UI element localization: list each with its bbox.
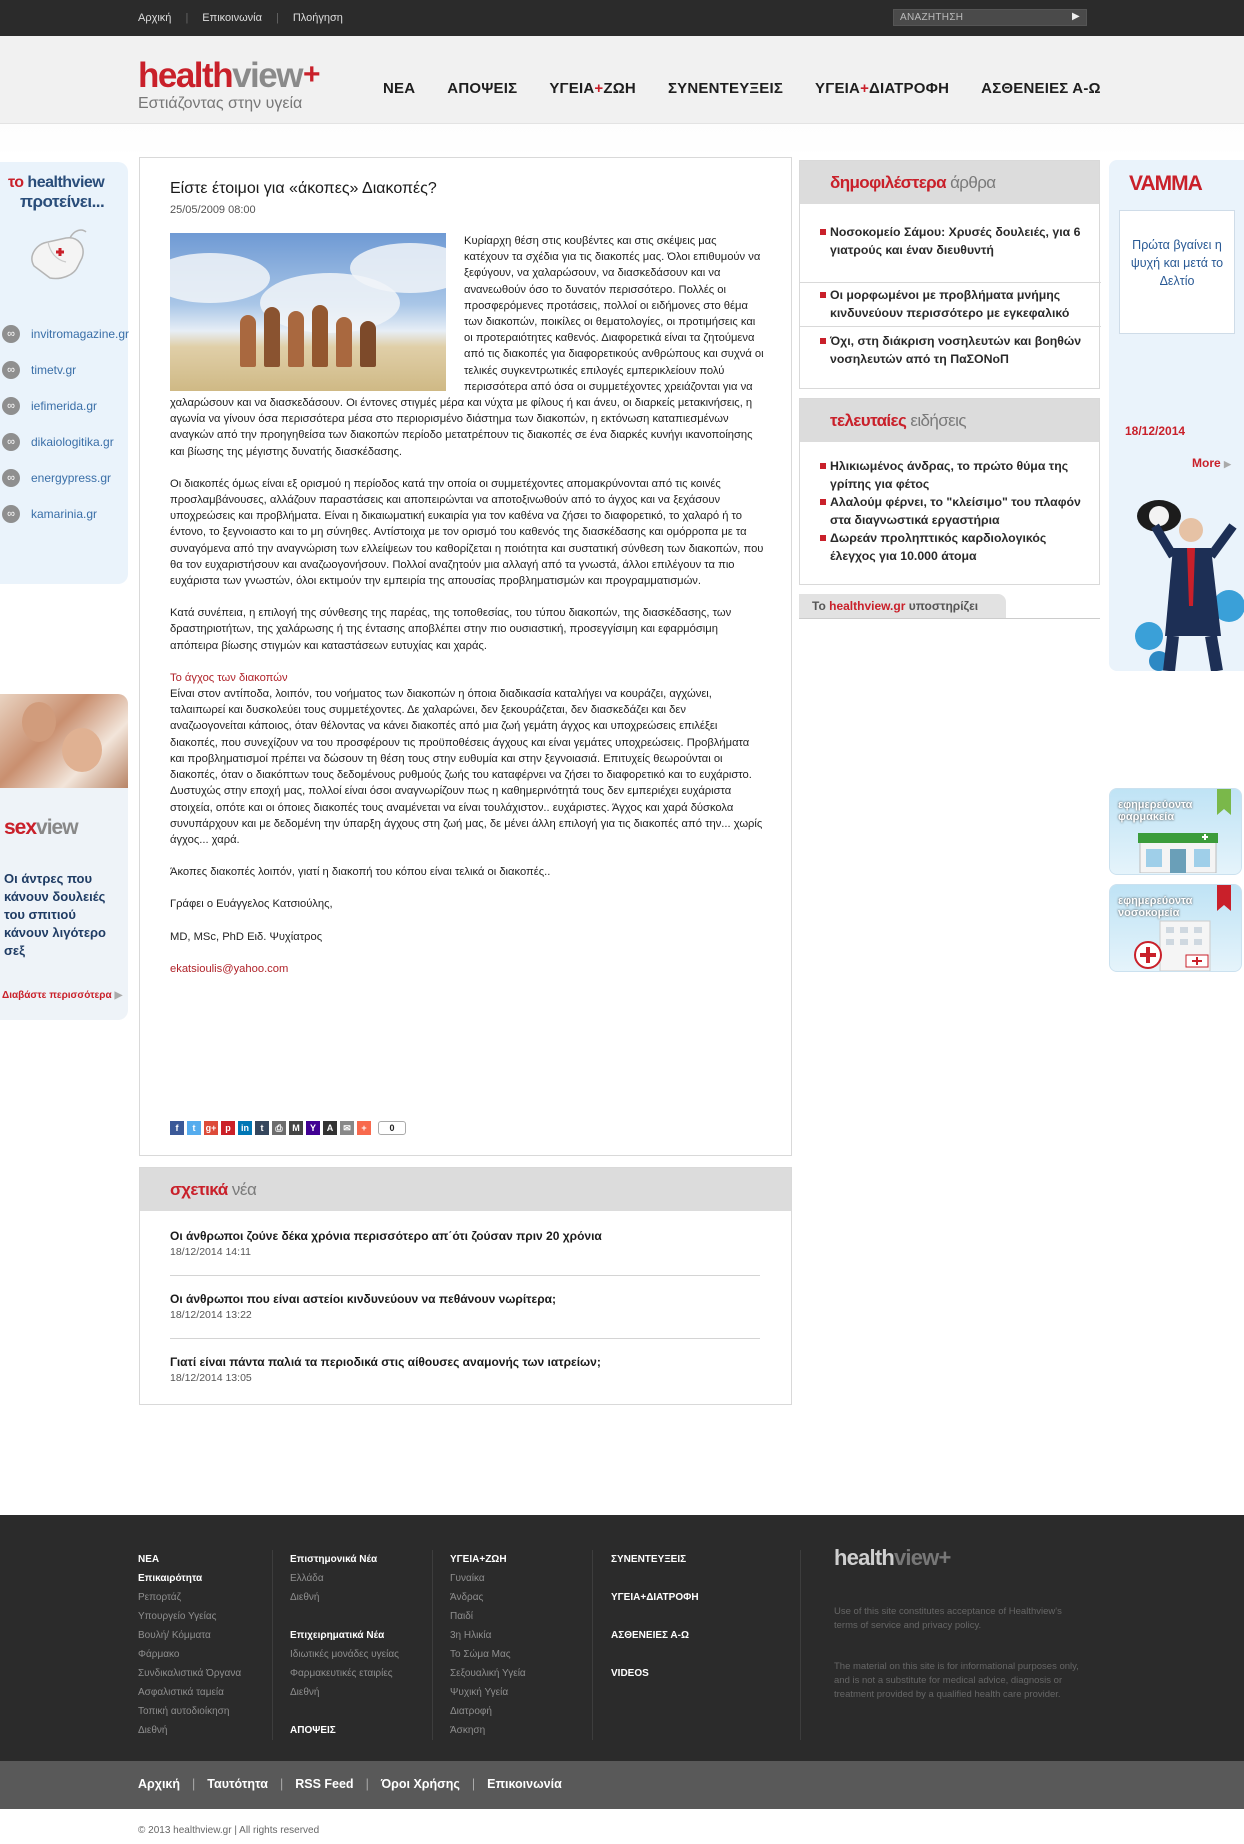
related-header (140, 1168, 791, 1211)
footer-link[interactable]: Επιστημονικά Νέα (290, 1554, 378, 1565)
footer-link[interactable]: Φάρμακο (138, 1649, 180, 1660)
spacer (611, 1645, 699, 1664)
spacer (611, 1569, 699, 1588)
footer-link[interactable]: Διεθνή (290, 1687, 320, 1698)
footer-link[interactable]: Συνδικαλιστικά Όργανα (138, 1668, 242, 1679)
footer-logo-health: health (834, 1545, 894, 1570)
hospitals-label: εφημερεύοντα νοσοκομεία (1118, 895, 1193, 919)
nav-health-nutrition[interactable] (815, 80, 949, 97)
nav-interviews[interactable]: ΣΥΝΕΝΤΕΥΞΕΙΣ (667, 80, 784, 97)
popular-header (800, 161, 1099, 204)
search-placeholder: ΑΝΑΖΗΤΗΣΗ (900, 12, 964, 23)
logo-cross-icon: + (938, 1545, 951, 1570)
footer-divider (432, 1550, 433, 1740)
related-item-title: Οι άνθρωποι που είναι αστείοι κινδυνεύουν να πεθάνουν νωρίτερα; (170, 1292, 557, 1306)
footer-link[interactable]: Το Σώμα Μας (450, 1649, 511, 1660)
read-more-label: Διαβάστε περισσότερα (2, 990, 112, 1001)
footer-link[interactable]: Σεξουαλική Υγεία (450, 1668, 526, 1679)
article-author: Γράφει ο Ευάγγελος Κατσιούλης, (170, 898, 333, 911)
popular-articles (799, 160, 1100, 389)
separator: | (276, 12, 279, 24)
link-icon: ∞ (2, 433, 20, 451)
footer-link[interactable]: Γυναίκα (450, 1573, 485, 1584)
author-email-link[interactable]: ekatsioulis@yahoo.com (170, 962, 289, 975)
nav-opinions[interactable]: ΑΠΟΨΕΙΣ (447, 80, 518, 97)
latest-title (830, 411, 966, 431)
footer-link[interactable]: Επιχειρηματικά Νέα (290, 1630, 385, 1641)
footer-logo (834, 1545, 951, 1571)
site-logo[interactable] (138, 58, 321, 113)
article-title: Είστε έτοιμοι για «άκοπες» Διακοπές? (170, 180, 437, 197)
bookmark-icon (1217, 885, 1231, 911)
popular-title-red: δημοφιλέστερα (830, 173, 946, 192)
footer-terms-text: Use of this site constitutes acceptance of Healthview's terms of service and privacy policy. (834, 1606, 1062, 1631)
sexview-logo-red: sex (4, 816, 37, 839)
footer-link[interactable]: Βουλή/ Κόμματα (138, 1630, 211, 1641)
separator: | (192, 1777, 196, 1791)
related-item-title: Οι άνθρωποι ζούνε δέκα χρόνια περισσότερο απ΄ότι ζούσαν πριν 20 χρόνια (170, 1229, 602, 1243)
link-icon: ∞ (2, 325, 20, 343)
related-item-date: 18/12/2014 13:05 (170, 1372, 252, 1384)
article-paragraph: Άκοπες διακοπές λοιπόν, γιατί η διακοπή του κόπου είναι τελικά οι διακοπές.. (170, 866, 551, 879)
recommends-title-brand: healthview (27, 174, 105, 191)
recommends-box (0, 162, 128, 584)
face-shape (62, 728, 102, 772)
article (139, 157, 792, 1156)
share-count: 0 (378, 1121, 406, 1135)
footer-divider (272, 1550, 273, 1740)
related-title-red: σχετικά (170, 1180, 228, 1199)
popular-title (830, 173, 996, 193)
partner-links (2, 316, 129, 532)
supports-tab (799, 594, 1006, 618)
nav-label: ΥΓΕΙΑ (815, 80, 861, 97)
footer-bottom-link[interactable]: Αρχική (138, 1777, 181, 1791)
footer-link[interactable]: Υπουργείο Υγείας (138, 1611, 217, 1622)
top-nav (138, 12, 357, 24)
footer-link[interactable]: Ιδιωτικές μονάδες υγείας (290, 1649, 399, 1660)
recommends-title-to: το (8, 174, 24, 191)
logo-view: view (232, 56, 302, 95)
nav-diseases[interactable]: ΑΣΘΕΝΕΙΕΣ Α-Ω (981, 80, 1101, 97)
nav-label: ΔΙΑΤΡΟΦΗ (869, 80, 950, 97)
logo-cross-icon: + (302, 58, 321, 91)
popular-item[interactable]: Όχι, στη διάκριση νοσηλευτών και βοηθών νοσηλευτών από τη ΠαΣΟΝοΠ (830, 332, 1092, 368)
vima-date: 18/12/2014 (1125, 424, 1186, 438)
aol-icon[interactable]: A (323, 1121, 337, 1135)
main-nav (383, 80, 1133, 97)
vima-more-link[interactable] (1192, 456, 1231, 470)
divider (800, 326, 1101, 327)
footer-link[interactable]: Παιδί (450, 1611, 474, 1622)
partner-link-label: iefimerida.gr (31, 399, 98, 413)
sexview-box[interactable] (0, 694, 128, 1020)
related-item[interactable] (170, 1355, 760, 1384)
sexview-headline[interactable]: Οι άντρες που κάνουν δουλειές του σπιτιού κάνουν λιγότερο σεξ (4, 871, 106, 958)
footer-column-news (138, 1550, 241, 1740)
vima-cartoon-widget[interactable] (1109, 160, 1244, 671)
pharmacy-building-icon (1138, 829, 1218, 873)
arrow-right-icon: ▶ (114, 990, 123, 1001)
plus-sign: + (594, 80, 604, 97)
link-icon: ∞ (2, 469, 20, 487)
partner-link-label: dikaiologitika.gr (31, 435, 114, 449)
sexview-logo (4, 816, 78, 840)
article-paragraph: Οι διακοπές όμως είναι εξ ορισμού η περίοδος κατά την οποία οι συμμετέχοντες απομακρύνονται από τις κοινές προσλαμβάνουσες, αλλάζουν παραστάσεις και αποπειρώνται να αποτοξινωθούν από το άγχος και να ξεχάσουν υποχρεώσεις και προβλήματα. Είναι η δικαιωματική ευκαιρία για τον καθένα να ζήσει το διαφορετικό, το χαλαρό ή το έντονο, το ξεγνοιαστο και το μη σύνηθες. Αντίστοιχα με τον ορισμό του καθενός της διασκέδασης και ομόρροπα με τα συναγόμενα από την αναγνώριση των ελλείψεων του καθορίζεται η ποιότητα και συστατική σύνθεση των διακοπών, που θα τον ευχαριστήσουν και αναζωογονήσουν. Πολλοί αναζητούν μια αλλαγή από τα γνωστά, άλλοι επιλέγουν τα πιο ευχάριστα των γνωστών, όλοι εκτιμούν την εμπειρία της απουσίας προβληματισμών και προγραμματισμών. (170, 477, 764, 588)
copyright-text: © 2013 healthview.gr | All rights reserved (138, 1825, 320, 1836)
link-icon: ∞ (2, 505, 20, 523)
footer-logo-view: view (894, 1545, 939, 1570)
footer-link[interactable]: 3η Ηλικία (450, 1630, 492, 1641)
separator: | (471, 1777, 476, 1791)
partner-link[interactable] (2, 496, 129, 532)
popular-item[interactable]: Οι μορφωμένοι με προβλήματα μνήμης κινδυνεύουν περισσότερο με εγκεφαλικό (830, 286, 1092, 322)
spacer (611, 1607, 699, 1626)
bookmark-icon (1217, 789, 1231, 815)
image-spacer (170, 233, 464, 393)
logo-health: health (138, 56, 233, 95)
header (0, 36, 1244, 124)
divider (799, 618, 1100, 619)
footer-bottom-link[interactable]: Ταυτότητα (207, 1777, 268, 1791)
partner-link-label: energypress.gr (31, 471, 112, 485)
vima-logo: VAMMA (1129, 172, 1202, 195)
article-date: 25/05/2009 08:00 (170, 204, 256, 216)
mouse-icon (26, 226, 90, 284)
footer-link[interactable]: ΝΕΑ (138, 1554, 160, 1565)
latest-item[interactable]: Ηλικιωμένος άνδρας, το πρώτο θύμα της γρίπης για φέτος (830, 457, 1092, 493)
top-link-home[interactable]: Αρχική (138, 12, 172, 24)
article-paragraph: Κατά συνέπεια, η επιλογή της σύνθεσης της παρέας, της τοποθεσίας, του τύπου διακοπών, της διασκέδασης, των δραστηριοτήτων, της χαλάρωσης ή της έντασης αποβλέπει στην πιο ουσιαστική, προσεγγίσιμη και εφαρμόσιμη απόπειρα βίωσης στιγμών και καταστάσεων ευτυχίας και χαράς. (170, 607, 732, 652)
footer-column-sections (611, 1550, 699, 1683)
related-title-grey: νέα (231, 1180, 257, 1199)
recommends-subtitle: προτείνει... (20, 192, 105, 211)
partner-link-label: kamarinia.gr (31, 507, 98, 521)
tumblr-icon[interactable]: t (255, 1121, 269, 1135)
link-icon: ∞ (2, 361, 20, 379)
footer-link[interactable]: ΑΣΘΕΝΕΙΕΣ Α-Ω (611, 1630, 689, 1641)
arrow-right-icon: ▶ (1224, 459, 1231, 469)
footer-link[interactable]: Ελλάδα (290, 1573, 324, 1584)
recommends-title (8, 174, 104, 192)
spacer (290, 1607, 399, 1626)
logo-tagline: Εστιάζοντας στην υγεία (138, 95, 303, 112)
article-credentials: MD, MSc, PhD Ειδ. Ψυχίατρος (170, 930, 323, 943)
nav-health-life[interactable] (549, 80, 636, 97)
footer-link[interactable]: Διεθνή (138, 1725, 168, 1736)
footer-link[interactable]: Φαρμακευτικές εταιρίες (290, 1668, 393, 1679)
related-title (170, 1180, 256, 1200)
supports-brand: healthview.gr (829, 599, 906, 613)
footer-link[interactable]: ΑΠΟΨΕΙΣ (290, 1725, 336, 1736)
footer-link[interactable]: Ρεπορτάζ (138, 1592, 181, 1603)
header-shadow (0, 124, 1244, 158)
partner-link[interactable] (2, 352, 129, 388)
divider (170, 1275, 760, 1276)
footer-divider (592, 1550, 593, 1740)
latest-item[interactable]: Αλαλούμ φέρνει, το "κλείσιμο" του πλαφόν στα διαγνωστικά εργαστήρια (830, 493, 1092, 529)
footer-link[interactable]: Διεθνή (290, 1592, 320, 1603)
footer-divider (800, 1550, 801, 1740)
link-icon: ∞ (2, 397, 20, 415)
print-icon[interactable]: ⎙ (272, 1121, 286, 1135)
facebook-icon[interactable]: f (170, 1121, 184, 1135)
footer-disclaimer-text: The material on this site is for informational purposes only, and is not a substitute for medical advice, diagnosis or treatment provided by a qualified health care provider. (834, 1661, 1079, 1700)
share-bar (170, 1121, 406, 1135)
sexview-logo-grey: view (36, 816, 78, 839)
yahoo-icon[interactable]: Y (306, 1121, 320, 1135)
gmail-icon[interactable]: M (289, 1121, 303, 1135)
partner-link[interactable] (2, 460, 129, 496)
article-paragraph: Είναι στον αντίποδα, λοιπόν, του νοήματος των διακοπών η όποια διαδικασία καταλήγει να κουράζει, αγχώνει, ταλαιπωρεί και δυσκολεύει τους συμμετέχοντες. Δε χαλαρώνει, δεν ξεκουράζεται, δεν διασκεδάζει και δεν αναζωογονείται κάποιος, όταν θέλοντας να κάνει διακοπές από μια ζωή γεμάτη άγχος και υποχρεώσεις επιλέξει διακοπές, που συνεχίζουν να του προσφέρουν τις προϋποθέσεις άγχους και είναι γεμάτες υποχρεώσεις. Προβλήματα και προβληματισμοί πρέπει να δώσουν τη θέση τους στην ευθυμία και στην ξεγνοιασιά. Επιτυχείς θεωρούνται οι διακοπές, όταν ο διακόπτων τους δεδομένους ρυθμούς ζωής του καταφέρνει να ζήσει το διαφορετικό και το ευχάριστο. Δυστυχώς στην εποχή μας, πολλοί είναι όσοι αναγνωρίζουν πως η καθημερινότητά τους δεν εμπεριέχει ευχάριστα στοιχεία, οπότε και οι όποιες διακοπές τους αναμένεται να είναι τουλάχιστον.. ευχάριστες. Άγχος και χαρά δύσκολα συνυπάρχουν και με δεδομένη την ύπαρξη άγχους στη ζωή μας, δε μένει άλλη επιλογή για τις διακοπές από την... χωρίς άγχος... χαρά. (170, 688, 763, 846)
footer (0, 1515, 1244, 1761)
separator: | (279, 1777, 284, 1791)
latest-title-grey: ειδήσεις (910, 411, 966, 430)
latest-item[interactable]: Δωρεάν προληπτικός καρδιολογικός έλεγχος για 10.000 άτομα (830, 529, 1092, 565)
related-news (139, 1167, 792, 1405)
separator: | (365, 1777, 369, 1791)
footer-link[interactable]: Διατροφή (450, 1706, 492, 1717)
related-item-title: Γιατί είναι πάντα παλιά τα περιοδικά στις αίθουσες αναμονής των ιατρείων; (170, 1355, 601, 1369)
partner-link-label: invitromagazine.gr (31, 327, 130, 341)
top-link-contact[interactable]: Επικοινωνία (202, 12, 262, 24)
nav-label: ΥΓΕΙΑ (549, 80, 595, 97)
footer-link[interactable]: Άνδρας (450, 1592, 484, 1603)
divider (800, 282, 1101, 283)
article-paragraph: Κυρίαρχη θέση στις κουβέντες και στις σκέψεις μας κατέχουν τα σχέδια για τις διακοπές μας. Όλοι επιθυμούν να ξεφύγουν, να χαλαρώσουν, να διασκεδάσουν και να ανανεωθούν όσο το δυνατόν περισσότερο. Πολλές οι προσφερόμενες προτάσεις, πολλοί οι ειδήμονες στο θέμα των διακοπών, ποικίλες οι θεματολογίες, οι προτιμήσεις και οι προτεραιότητες καθενός. Διαφορετικά είναι τα ζητούμενα από τις διακοπές για διαφορετικούς ανθρώπους και συχνά οι τελικές συγκεντρωτικές επιλογές εμπερικλείουν πολύ περισσότερα από όσα οι συμμετέχοντες χρειάζονται για να χαλαρώσουν και να διασκεδάσουν. Οι έντονες στιγμές μέρα και νύχτα με φίλους ή και άνευ, οι διαρκείς μετακινήσεις, η αγωνία να γίνουν όσα περισσότερα μέσα στο περιορισμένο διάστημα των διακοπών, η εκτόνωση καταπιεσμένων αναγκών από την προηγηθείσα των διακοπών περίοδο μετατρέπουν τις διακοπές σε ένα διαρκές κυνήγι ικανοποίησης και βίωσης της μέγιστης δυνατής διασκέδασης. (170, 235, 764, 458)
footer-link[interactable]: ΥΓΕΙΑ+ΔΙΑΤΡΟΦΗ (611, 1592, 699, 1603)
hospitals-on-duty-button[interactable] (1109, 884, 1242, 972)
separator: | (185, 12, 189, 24)
footer-bottom-link[interactable]: Επικοινωνία (487, 1777, 562, 1791)
footer-column-health-life (450, 1550, 526, 1740)
latest-title-red: τελευταίες (830, 411, 907, 430)
face-shape (22, 702, 56, 742)
linkedin-icon[interactable]: in (238, 1121, 252, 1135)
footer-link[interactable]: Τοπική αυτοδιοίκηση (138, 1706, 230, 1717)
latest-header (800, 399, 1099, 442)
footer-link[interactable]: Επικαιρότητα (138, 1573, 203, 1584)
footer-link[interactable]: ΣΥΝΕΝΤΕΥΞΕΙΣ (611, 1554, 687, 1565)
pharmacies-label: εφημερεύοντα φαρμακεία (1118, 799, 1193, 823)
pharmacies-on-duty-button[interactable] (1109, 788, 1242, 875)
pinterest-icon[interactable]: p (221, 1121, 235, 1135)
vima-caption: Πρώτα βγαίνει η ψυχή και μετά το Δελτίο (1119, 210, 1235, 334)
footer-link[interactable]: Ασφαλιστικά ταμεία (138, 1687, 224, 1698)
footer-column-science (290, 1550, 399, 1740)
top-bar (0, 0, 1244, 36)
footer-link[interactable]: VIDEOS (611, 1668, 649, 1679)
couple-photo (0, 694, 128, 788)
addthis-icon[interactable]: + (357, 1121, 371, 1135)
cartoon-figure-illustration (1129, 486, 1244, 671)
spacer (290, 1702, 399, 1721)
search-input[interactable] (893, 9, 1087, 26)
related-item[interactable] (170, 1292, 760, 1321)
divider (170, 1338, 760, 1339)
partner-link[interactable] (2, 388, 129, 424)
plus-sign: + (860, 80, 870, 97)
popular-item[interactable]: Νοσοκομείο Σάμου: Χρυσές δουλειές, για 6 γιατρούς και έναν διευθυντή (830, 223, 1092, 259)
supports-pre: Το (812, 599, 826, 613)
partner-link-label: timetv.gr (31, 363, 77, 377)
nav-label: ΖΩΗ (603, 80, 636, 97)
nav-news[interactable]: ΝΕΑ (383, 80, 416, 97)
footer-bottom-bar (0, 1761, 1244, 1809)
partner-link[interactable] (2, 316, 129, 352)
twitter-icon[interactable]: t (187, 1121, 201, 1135)
email-icon[interactable]: ✉ (340, 1121, 354, 1135)
footer-bottom-links (138, 1777, 562, 1791)
footer-link[interactable]: Ψυχική Υγεία (450, 1687, 509, 1698)
footer-bottom-link[interactable]: RSS Feed (295, 1777, 354, 1791)
top-link-sitemap[interactable]: Πλοήγηση (292, 12, 343, 24)
supports-post: υποστηρίζει (908, 599, 979, 613)
article-subheading: Το άγχος των διακοπών (170, 671, 288, 684)
article-body (170, 233, 764, 993)
related-item[interactable] (170, 1229, 760, 1258)
footer-bottom-link[interactable]: Όροι Χρήσης (380, 1777, 460, 1791)
vima-more-label: More (1192, 456, 1221, 470)
read-more-link[interactable] (2, 990, 122, 1001)
latest-news (799, 398, 1100, 585)
footer-link[interactable]: ΥΓΕΙΑ+ΖΩΗ (450, 1554, 507, 1565)
googleplus-icon[interactable]: g+ (205, 1123, 217, 1133)
hospital-building-icon (1130, 915, 1230, 971)
footer-link[interactable]: Άσκηση (450, 1725, 486, 1736)
partner-link[interactable] (2, 424, 129, 460)
related-item-date: 18/12/2014 14:11 (170, 1246, 251, 1258)
popular-title-grey: άρθρα (950, 173, 996, 192)
related-item-date: 18/12/2014 13:22 (170, 1309, 252, 1321)
search-submit-icon[interactable]: ▶ (1072, 11, 1080, 22)
